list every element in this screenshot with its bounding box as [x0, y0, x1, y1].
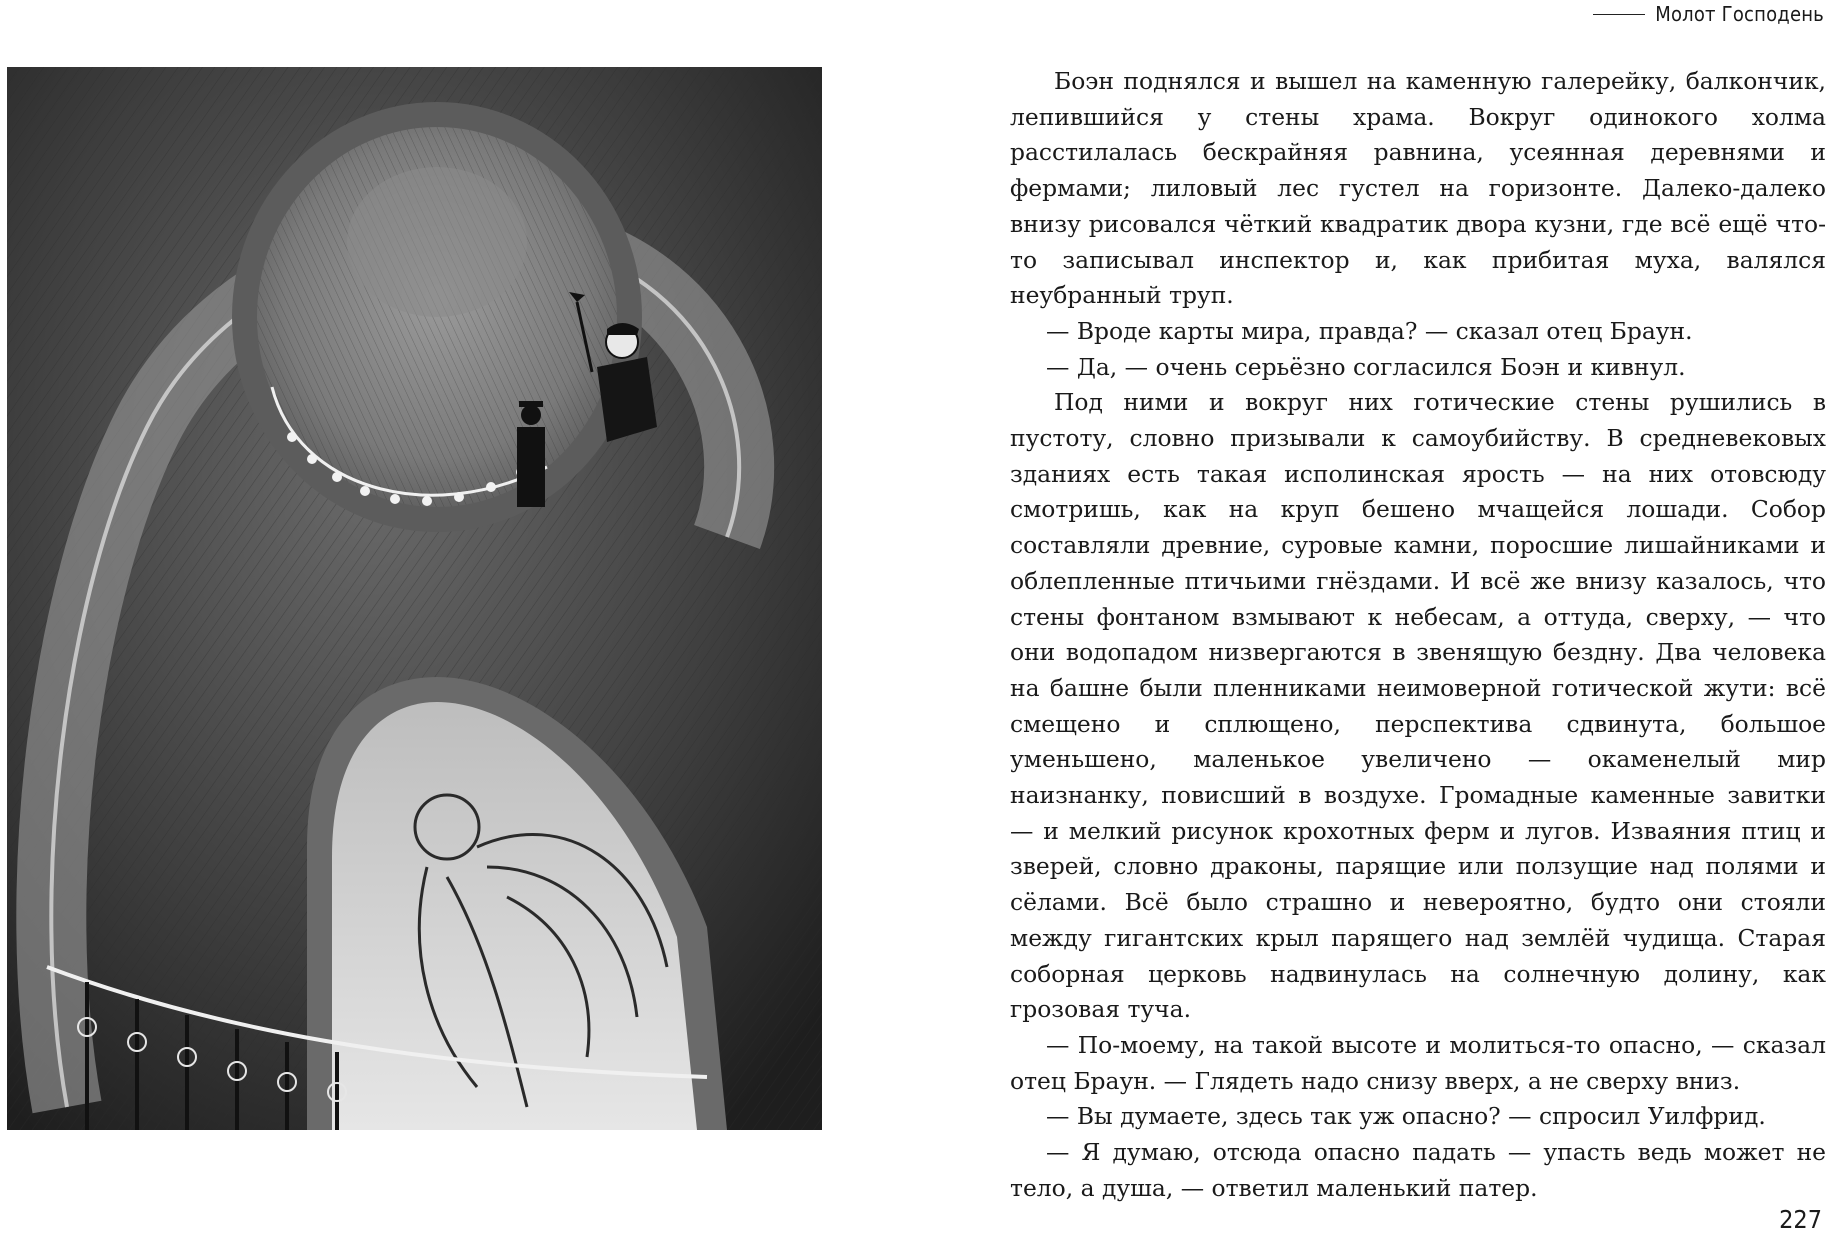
illustration-spiral-staircase [7, 67, 822, 1130]
upper-shaft-opening [347, 167, 527, 317]
paragraph-narrative: Боэн поднялся и вышел на каменную галерейку, балкончик, лепившийся у стены храма. Вокруг одинокого холма расстилалась бескрайняя равнина, усеянная деревнями и фермами; лиловый лес густел на горизонте. Далеко-далеко внизу рисовался чёткий квадратик двора кузни, где всё ещё что-то записывал инспектор и, как прибитая муха, валялся неубранный труп. [1010, 67, 1826, 310]
illustration-drawing [7, 67, 822, 1130]
paragraph-narrative: Под ними и вокруг них готические стены рушились в пустоту, словно призывали к самоубийству. В средневековых зданиях есть такая исполинская ярость — на них отовсюду смотришь, как на круп бешено мчащейся лошади. Собор составляли древние, суровые камни, поросшие лишайниками и облепленные птичьими гнёздами. И всё же внизу казалось, что стены фонтаном взмывают к небесам, а оттуда, сверху, — что они водопадом низвергаются в звенящую бездну. Два человека на башне были пленниками неимоверной готической жути: всё смещено и сплющено, перспектива сдвинута, большое уменьшено, маленькое увеличено — окаменелый мир наизнанку, повисший в воздухе. Громадные каменные завитки — и мелкий рисунок крохотных ферм и лугов. Изваяния птиц и зверей, словно драконы, парящие или ползущие над полями и сёлами. Всё было страшно и невероятно, будто они стояли между гигантских крыл парящего над землёй чудища. Старая соборная церковь надвинулась на солнечную долину, как грозовая туча. [1010, 388, 1826, 1024]
paragraph-dialog: — Да, — очень серьёзно согласился Боэн и кивнул. [1046, 352, 1686, 381]
running-head [1593, 2, 1824, 26]
paragraph-dialog: — По-моему, на такой высоте и молиться-то опасно, — сказал отец Браун. — Глядеть надо снизу вверх, а не сверху вниз. [1010, 1030, 1826, 1095]
paragraph-dialog: — Я думаю, отсюда опасно падать — упасть ведь может не тело, а душа, — ответил маленький патер. [1010, 1138, 1826, 1202]
chapter-text [1010, 64, 1826, 1207]
figure-standing [517, 401, 545, 507]
running-head-title: Молот Господень [1655, 2, 1824, 26]
page-number: 227 [1779, 1205, 1822, 1234]
paragraph-dialog: — Вроде карты мира, правда? — сказал отец Браун. [1046, 316, 1693, 345]
running-head-rule [1593, 14, 1645, 15]
paragraph-dialog: — Вы думаете, здесь так уж опасно? — спросил Уилфрид. [1046, 1102, 1766, 1131]
